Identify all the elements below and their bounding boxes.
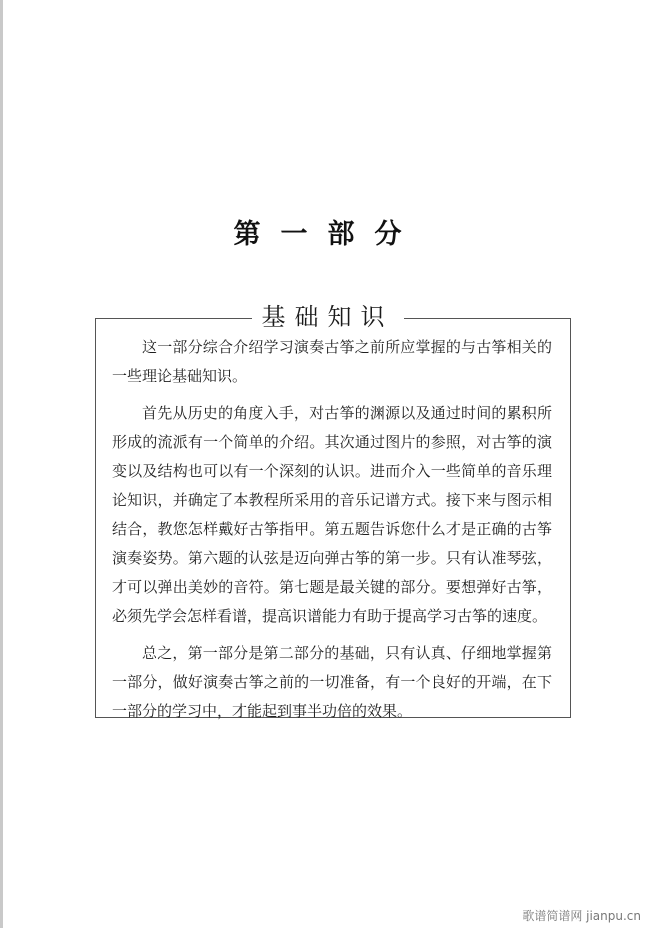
watermark: 歌谱简谱网 jianpu.cn [522, 909, 641, 923]
section-title-wrapper [0, 300, 655, 334]
paragraph-summary: 总之，第一部分是第二部分的基础，只有认真、仔细地掌握第一部分，做好演奏古筝之前的一切准备，有一个良好的开端，在下一部分的学习中，才能起到事半功倍的效果。 [112, 644, 552, 720]
page-left-edge [0, 0, 3, 928]
section-content [112, 333, 552, 734]
section-title: 基础知识 [252, 300, 404, 334]
part-title: 第一部分 [233, 219, 422, 250]
paragraph-intro: 这一部分综合介绍学习演奏古筝之前所应掌握的与古筝相关的一些理论基础知识。 [112, 338, 552, 385]
paragraph-details: 首先从历史的角度入手，对古筝的渊源以及通过时间的累积所形成的流派有一个简单的介绍。其次通过图片的参照，对古筝的演变以及结构也可以有一个深刻的认识。进而介入一些简单的音乐理论知识，并确定了本教程所采用的音乐记谱方式。接下来与图示相结合，教您怎样戴好古筝指甲。第五题告诉您什么才是正确的古筝演奏姿势。第六题的认弦是迈向弹古筝的第一步。只有认准琴弦，才可以弹出美妙的音符。第七题是最关键的部分。要想弹好古筝，必须先学会怎样看谱，提高识谱能力有助于提高学习古筝的速度。 [112, 404, 552, 625]
